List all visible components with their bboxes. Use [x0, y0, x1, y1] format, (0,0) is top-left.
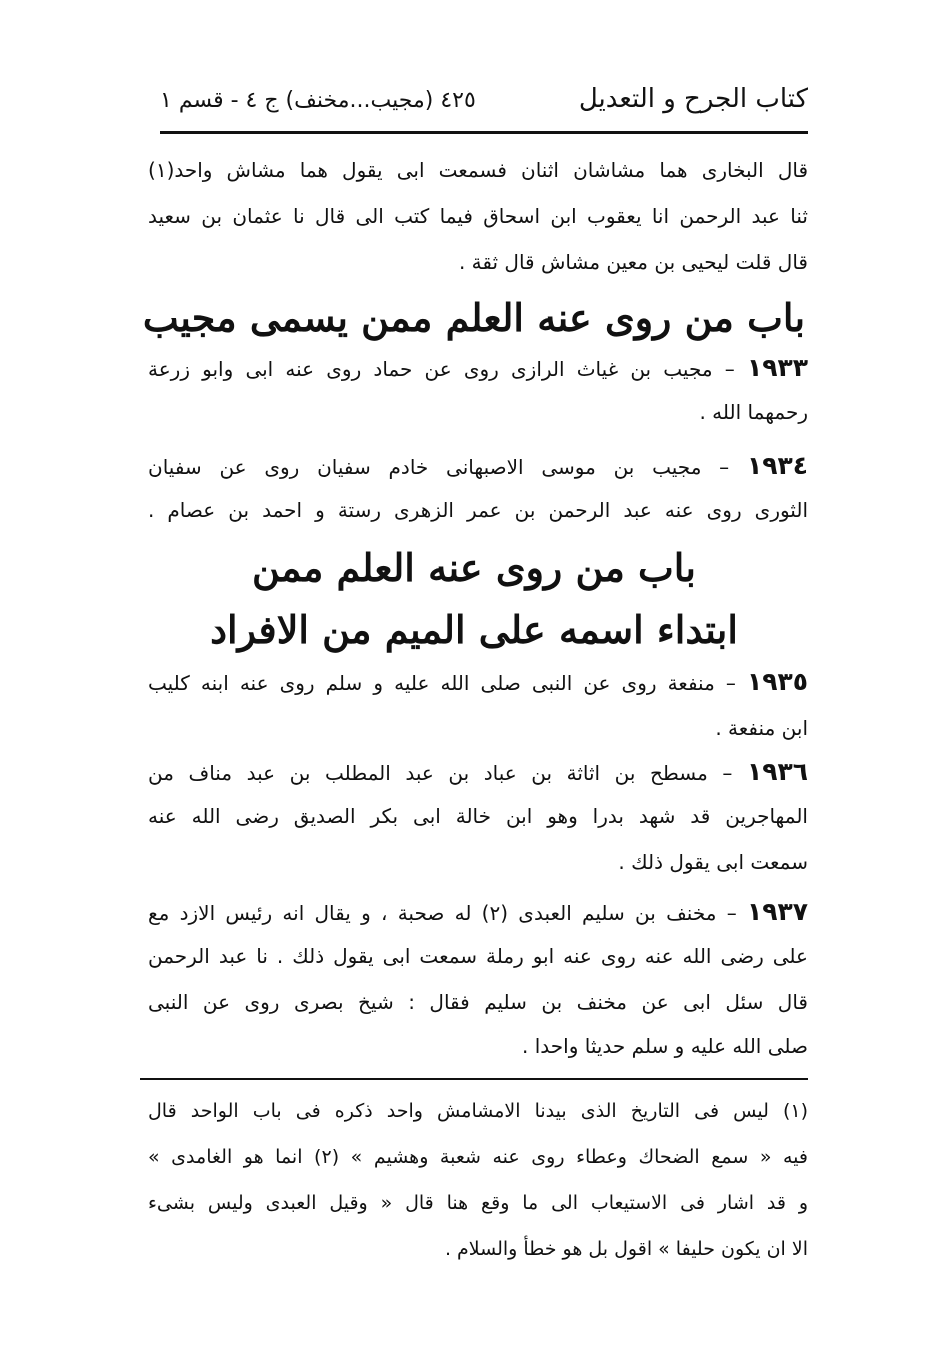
entry-number: ١٩٣٧: [746, 897, 809, 926]
footnote-line: (١) ليس فى التاريخ الذى بيدنا الامشامش واحد ذكره فى باب الواحد قال: [148, 1100, 808, 1122]
entry-text: – مجيب بن موسى الاصبهانى خادم سفيان روى عن سفيان: [148, 455, 730, 479]
entry-line: قال سئل ابى عن مخنف بن سليم فقال : شيخ بصرى روى عن النبى: [148, 990, 808, 1014]
footnote-line: فيه « سمع الضحاك وعطاء روى عنه شعبة وهشيم » (٢) انما هو الغامدى »: [148, 1146, 809, 1168]
entry-line: [148, 352, 808, 385]
entry-line: على رضى الله عنه روى عنه ابو رملة سمعت ابى يقول ذلك . نا عبد الرحمن: [148, 944, 808, 968]
footnote-line: و قد اشار فى الاستيعاب الى ما وقع هنا قال « وقيل العبدى وليس بشىء: [148, 1192, 808, 1214]
header-rule: [160, 131, 808, 134]
entry-number: ١٩٣٦: [746, 757, 809, 786]
entry-number: ١٩٣٥: [746, 667, 808, 696]
entry-text: – مسطح بن اثاثة بن عباد بن عبد المطلب بن عبد مناف من: [148, 761, 733, 785]
entry-line: صلى الله عليه و سلم حديثا واحدا .: [522, 1034, 808, 1058]
entry-line: سمعت ابى يقول ذلك .: [618, 850, 808, 874]
entry-text: – مخنف بن سليم العبدى (٢) له صحبة ، و يقال انه رئيس الازد مع: [148, 901, 737, 925]
section-heading-line1: باب من روى عنه العلم ممن: [252, 545, 696, 590]
intro-line: قال البخارى هما مشاشان اثنان فسمعت ابى يقول هما مشاش واحد(١): [148, 158, 808, 182]
entry-line: الثورى روى عنه عبد الرحمن بن عمر الزهرى رستة و احمد بن عصام .: [148, 498, 808, 522]
book-title: كتاب الجرح و التعديل: [578, 84, 808, 114]
entry-line: [148, 450, 808, 483]
entry-text: – منفعة روى عن النبى صلى الله عليه و سلم روى عنه ابنه كليب: [148, 671, 736, 695]
intro-line: ثنا عبد الرحمن انا يعقوب ابن اسحاق فيما كتب الى قال نا عثمان بن سعيد: [148, 204, 808, 228]
section-heading: باب من روى عنه العلم ممن يسمى مجيب: [142, 295, 806, 340]
entry-line: [148, 756, 808, 789]
entry-line: رحمهما الله .: [699, 400, 808, 424]
entry-number: ١٩٣٣: [746, 353, 808, 382]
entry-line: ابن منفعة .: [715, 716, 808, 740]
entry-line: [148, 896, 808, 929]
footnote-line: الا ان يكون حليفا » اقول بل هو خطأ والسلام .: [444, 1238, 808, 1260]
entry-number: ١٩٣٤: [746, 451, 808, 480]
section-heading-line2: ابتداء اسمه على الميم من الافراد: [210, 607, 738, 652]
intro-line: قال قلت ليحيى بن معين مشاش قال ثقة .: [458, 250, 808, 274]
page-info: ٤٢٥ (مجيب...مخنف) ج ٤ - قسم ١: [160, 88, 476, 113]
entry-text: – مجيب بن غياث الرازى روى عن حماد روى عنه ابى وابو زرعة: [148, 357, 735, 381]
entry-line: المهاجرين قد شهد بدرا وهو ابن خالة ابى بكر الصديق رضى الله عنه: [148, 804, 808, 828]
footnote-rule: [140, 1078, 808, 1080]
entry-line: [148, 666, 808, 699]
